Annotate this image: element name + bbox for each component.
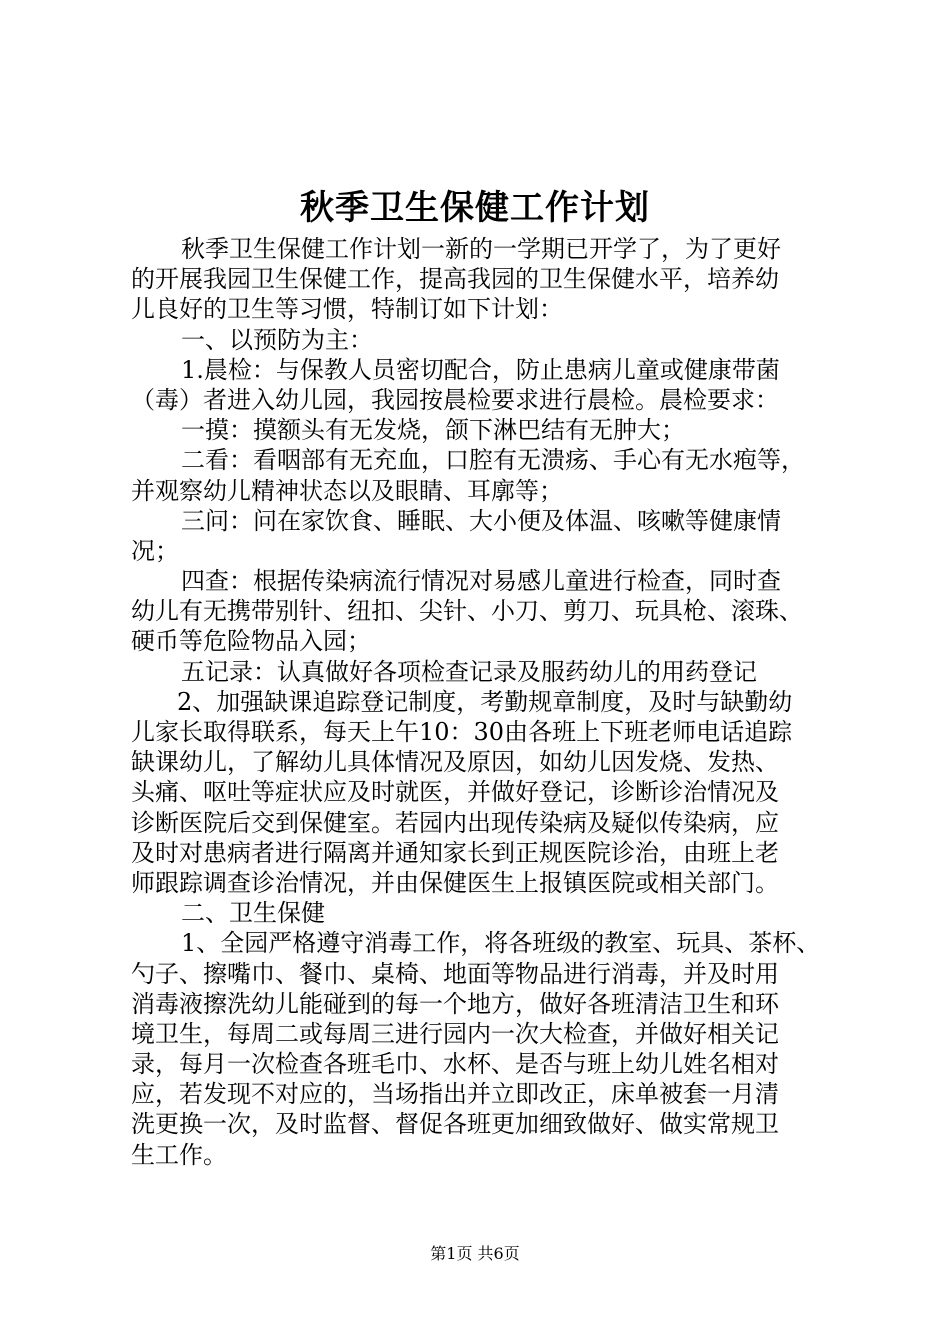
document-title: 秋季卫生保健工作计划 — [300, 188, 650, 228]
body-line: 师跟踪调查诊治情况，并由保健医生上报镇医院或相关部门。 — [131, 868, 779, 897]
body-line: 四查：根据传染病流行情况对易感儿童进行检查，同时查 — [181, 567, 781, 596]
body-line: 2、加强缺课追踪登记制度，考勤规章制度，及时与缺勤幼 — [177, 687, 793, 716]
body-line: 缺课幼儿，了解幼儿具体情况及原因，如幼儿因发烧、发热、 — [131, 748, 779, 777]
section-heading: 二、卫生保健 — [181, 899, 325, 928]
body-line: 五记录：认真做好各项检查记录及服药幼儿的用药登记 — [181, 657, 757, 686]
body-line: 勺子、擦嘴巾、餐巾、桌椅、地面等物品进行消毒，并及时用 — [131, 959, 779, 988]
body-line: 及时对患病者进行隔离并通知家长到正规医院诊治，由班上老 — [131, 838, 779, 867]
body-line: 二看：看咽部有无充血，口腔有无溃疡、手心有无水疱等， — [181, 446, 805, 475]
page-number: 第1页 共6页 — [430, 1244, 520, 1263]
body-line: 生工作。 — [131, 1140, 227, 1169]
body-line: 的开展我园卫生保健工作，提高我园的卫生保健水平，培养幼 — [131, 265, 779, 294]
body-line: 儿家长取得联系，每天上午10：30由各班上下班老师电话追踪 — [131, 718, 793, 746]
body-line: 三问：问在家饮食、睡眠、大小便及体温、咳嗽等健康情 — [181, 506, 781, 535]
body-line: 一摸：摸额头有无发烧，颌下淋巴结有无肿大； — [181, 416, 685, 445]
body-line: 洗更换一次，及时监督、督促各班更加细致做好、做实常规卫 — [131, 1110, 779, 1139]
body-line: 硬币等危险物品入园； — [131, 627, 371, 656]
body-line: 1.晨检：与保教人员密切配合，防止患病儿童或健康带菌 — [181, 355, 780, 384]
body-line: 幼儿有无携带别针、纽扣、尖针、小刀、剪刀、玩具枪、滚珠、 — [131, 597, 803, 626]
body-line: 消毒液擦洗幼儿能碰到的每一个地方，做好各班清洁卫生和环 — [131, 989, 779, 1018]
body-line: 1、全园严格遵守消毒工作，将各班级的教室、玩具、茶杯、 — [181, 929, 821, 958]
body-line: 录，每月一次检查各班毛巾、水杯、是否与班上幼儿姓名相对 — [131, 1050, 779, 1079]
body-line: 儿良好的卫生等习惯，特制订如下计划： — [131, 295, 563, 324]
body-line: 诊断医院后交到保健室。若园内出现传染病及疑似传染病，应 — [131, 808, 779, 837]
body-line: 况； — [131, 536, 179, 565]
document-body — [131, 234, 831, 1170]
body-line: 境卫生，每周二或每周三进行园内一次大检查，并做好相关记 — [131, 1019, 779, 1048]
body-line: 头痛、呕吐等症状应及时就医，并做好登记，诊断诊治情况及 — [131, 778, 779, 807]
section-heading: 一、以预防为主： — [181, 325, 373, 354]
body-line: （毒）者进入幼儿园，我园按晨检要求进行晨检。晨检要求： — [131, 385, 779, 414]
body-line: 秋季卫生保健工作计划一新的一学期已开学了，为了更好 — [181, 235, 781, 263]
body-line: 并观察幼儿精神状态以及眼睛、耳廓等； — [131, 476, 563, 505]
body-line: 应，若发现不对应的，当场指出并立即改正，床单被套一月清 — [131, 1080, 779, 1109]
